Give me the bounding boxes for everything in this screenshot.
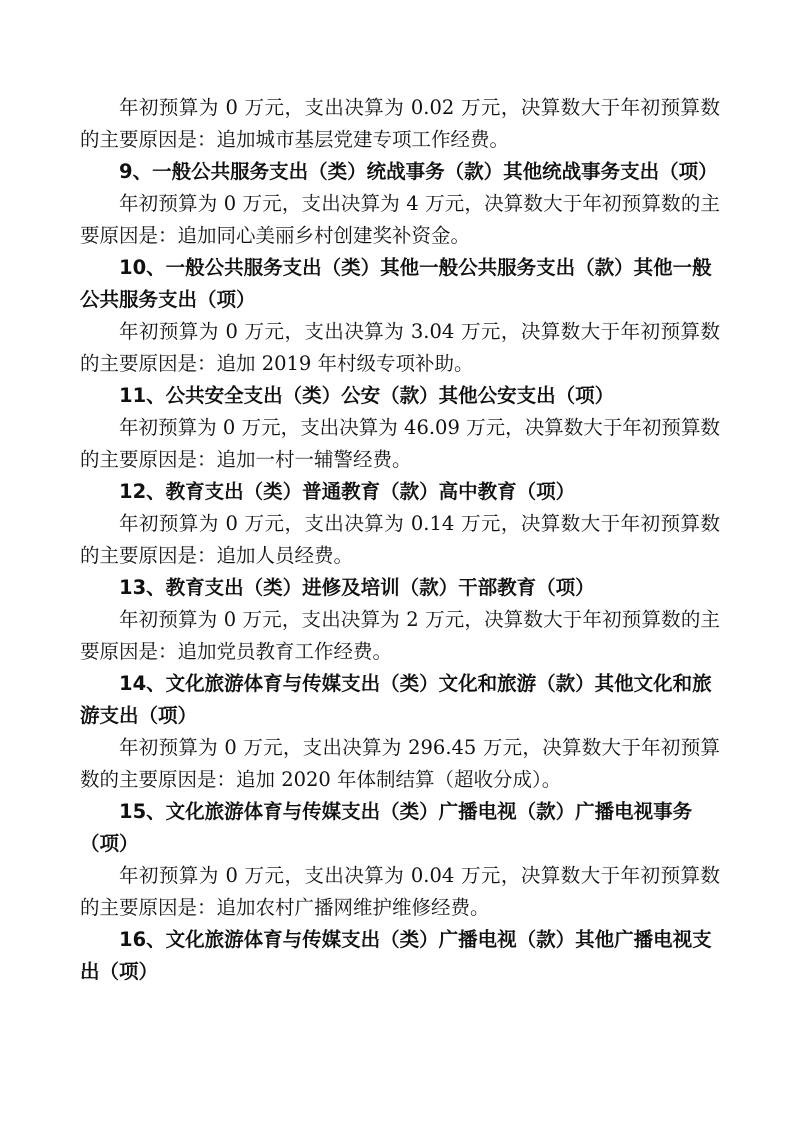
heading-item-14: 14、文化旅游体育与传媒支出（类）文化和旅游（款）其他文化和旅游支出（项） — [80, 672, 712, 727]
paragraph-8-detail: 年初预算为 0 万元，支出决算为 0.02 万元，决算数大于年初预算数的主要原因是：追加城市基层党建专项工作经费。 — [80, 96, 720, 151]
document-page — [80, 92, 720, 988]
heading-item-9: 9、一般公共服务支出（类）统战事务（款）其他统战事务支出（项） — [119, 160, 718, 183]
paragraph-15-detail: 年初预算为 0 万元，支出决算为 0.04 万元，决算数大于年初预算数的主要原因是：追加农村广播网维护维修经费。 — [80, 864, 720, 919]
heading-item-10: 10、一般公共服务支出（类）其他一般公共服务支出（款）其他一般公共服务支出（项） — [80, 256, 712, 311]
paragraph-11-detail: 年初预算为 0 万元，支出决算为 46.09 万元，决算数大于年初预算数的主要原因是：追加一村一辅警经费。 — [80, 416, 720, 471]
paragraph-9-detail: 年初预算为 0 万元，支出决算为 4 万元，决算数大于年初预算数的主要原因是：追加同心美丽乡村创建奖补资金。 — [80, 192, 720, 247]
heading-item-15: 15、文化旅游体育与传媒支出（类）广播电视（款）广播电视事务（项） — [80, 800, 693, 855]
paragraph-14-detail: 年初预算为 0 万元，支出决算为 296.45 万元，决算数大于年初预算数的主要原因是：追加 2020 年体制结算（超收分成）。 — [80, 736, 720, 791]
paragraph-12-detail: 年初预算为 0 万元，支出决算为 0.14 万元，决算数大于年初预算数的主要原因是：追加人员经费。 — [80, 512, 720, 567]
heading-item-13: 13、教育支出（类）进修及培训（款）干部教育（项） — [119, 576, 595, 599]
paragraph-10-detail: 年初预算为 0 万元，支出决算为 3.04 万元，决算数大于年初预算数的主要原因是：追加 2019 年村级专项补助。 — [80, 320, 720, 375]
heading-item-12: 12、教育支出（类）普通教育（款）高中教育（项） — [119, 480, 576, 503]
paragraph-13-detail: 年初预算为 0 万元，支出决算为 2 万元，决算数大于年初预算数的主要原因是：追加党员教育工作经费。 — [80, 608, 720, 663]
heading-item-11: 11、公共安全支出（类）公安（款）其他公安支出（项） — [119, 384, 615, 407]
heading-item-16: 16、文化旅游体育与传媒支出（类）广播电视（款）其他广播电视支出（项） — [80, 928, 712, 983]
